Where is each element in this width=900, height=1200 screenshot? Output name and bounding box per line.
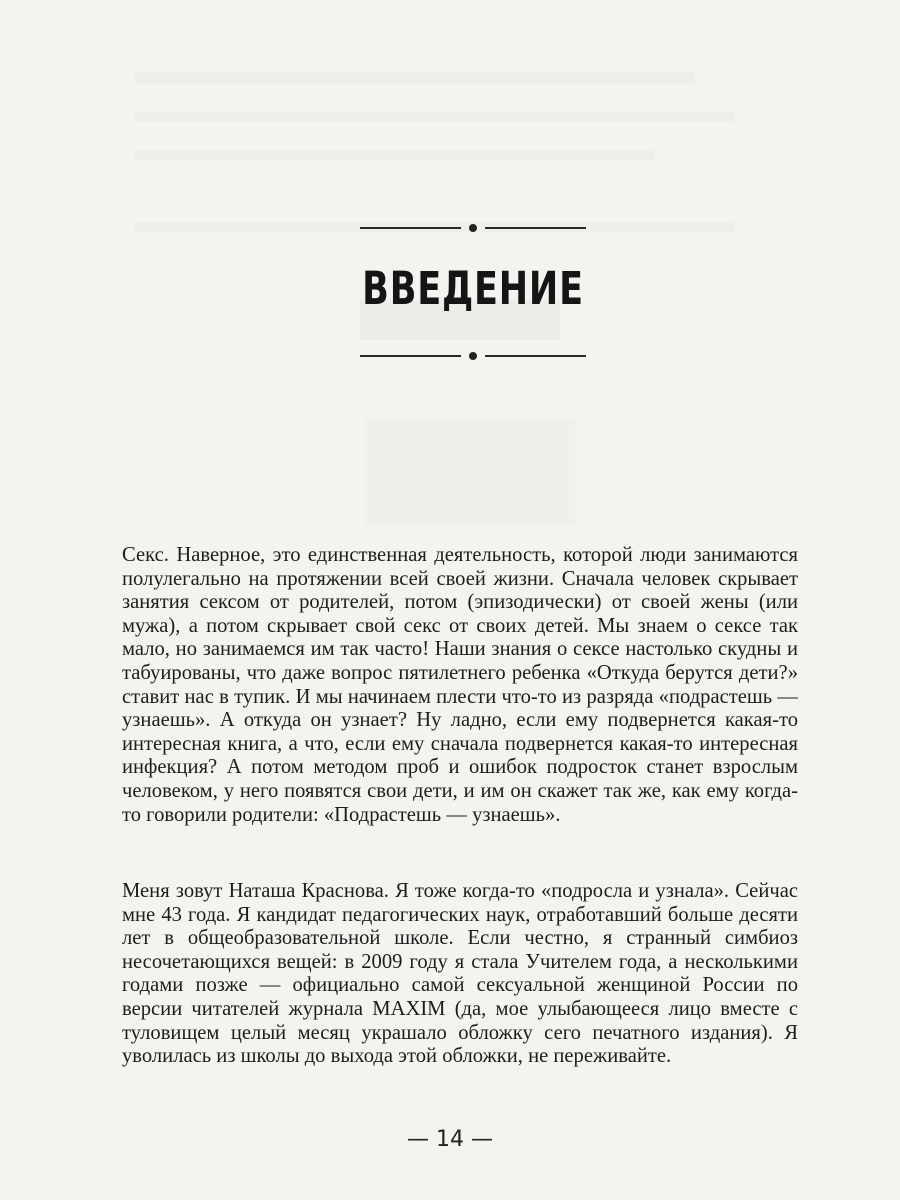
title-ornament-top bbox=[360, 221, 586, 235]
body-paragraph-2: Меня зовут Наташа Краснова. Я тоже когда-то «подросла и узнала». Сейчас мне 43 года. Я кандидат педагогических наук, отработавший больше десяти лет в общеобразовательной школе. Если честно, я странный симбиоз несочетающихся вещей: в 2009 году я стала Учителем года, а несколькими годами позже — официально самой сексуальной женщиной России по версии читателей журнала MAXIM (да, мое улыбающееся лицо вместе с туловищем целый месяц украшало обложку сего печатного издания). Я уволилась из школы до выхода этой обложки, не переживайте. bbox=[122, 880, 798, 1068]
ornament-dot bbox=[469, 352, 477, 360]
body-paragraph-1: Секс. Наверное, это единственная деятельность, которой люди занимаются полулегально на протяжении всей своей жизни. Сначала человек скрывает занятия сексом от родителей, потом (эпизодически) от своей жены (или мужа), а потом скрывает свой секс от своих детей. Мы знаем о сексе так мало, но занимаемся им так часто! Наши знания о сексе настолько скудны и табуированы, что даже вопрос пятилетнего ребенка «Откуда берутся дети?» ставит нас в тупик. И мы начинаем плести что-то из разряда «подрастешь — узнаешь». А откуда он узнает? Ну ладно, если ему подвернется какая-то интересная книга, а что, если ему сначала подвернется какая-то интересная инфекция? А потом методом проб и ошибок подросток станет взрослым человеком, у него появятся свои дети, и им он скажет так же, как ему когда-то говорили родители: «Подрастешь — узнаешь». bbox=[122, 544, 798, 826]
bleed-through-text bbox=[135, 112, 735, 122]
page-number: — 14 — bbox=[407, 1127, 493, 1152]
title-ornament-bottom bbox=[360, 349, 586, 363]
ornament-line bbox=[360, 227, 461, 229]
ornament-line bbox=[485, 227, 586, 229]
bleed-through-text bbox=[135, 150, 655, 160]
ornament-dot bbox=[469, 224, 477, 232]
ornament-line bbox=[360, 355, 461, 357]
chapter-title: ВВЕДЕНИЕ bbox=[362, 262, 584, 315]
bleed-through-image bbox=[365, 420, 575, 525]
ornament-line bbox=[485, 355, 586, 357]
bleed-through-text bbox=[135, 72, 695, 84]
